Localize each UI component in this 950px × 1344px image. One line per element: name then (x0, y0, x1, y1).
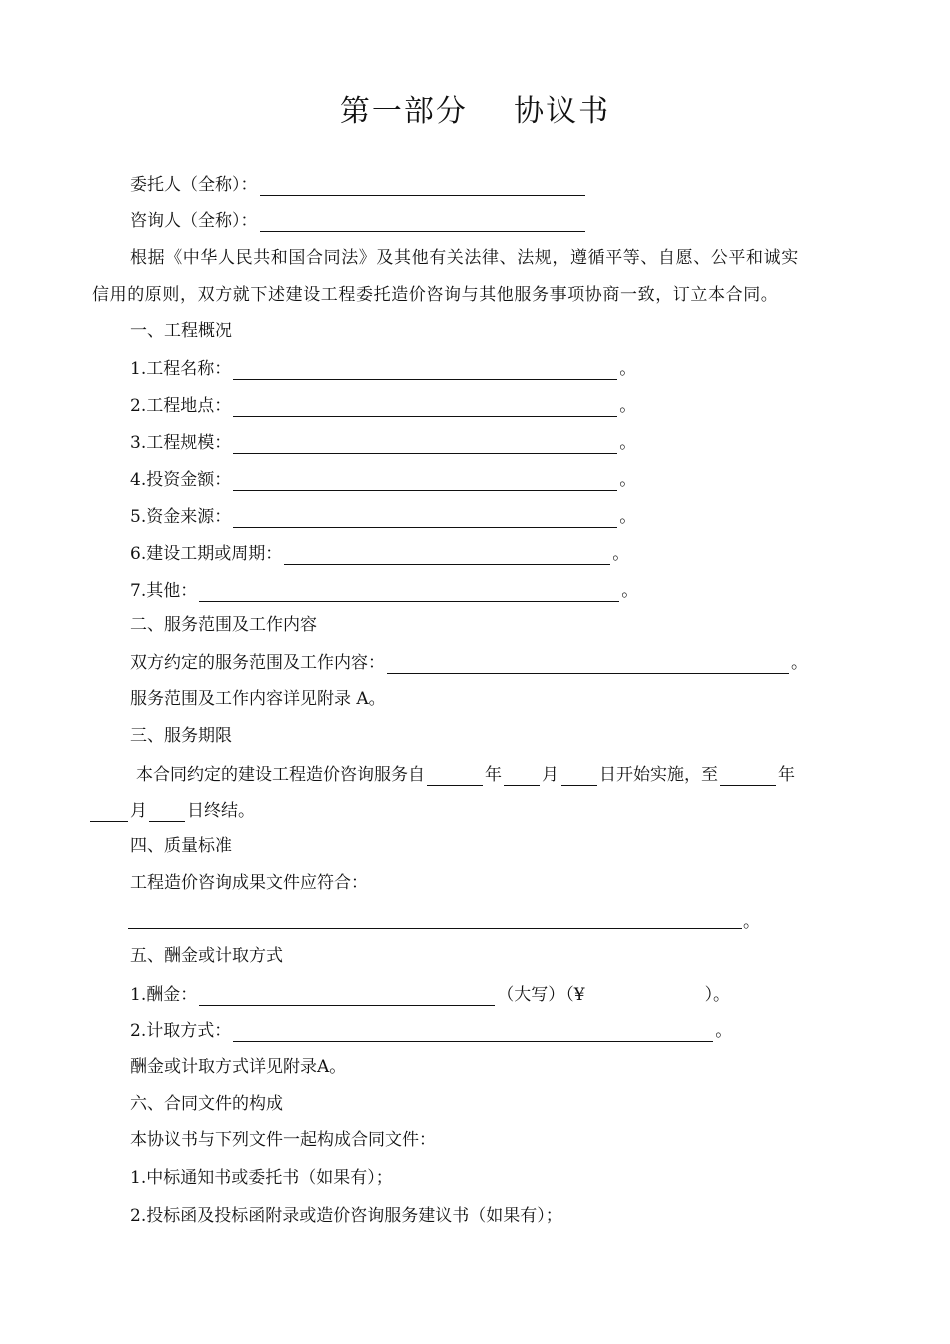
project-name-row (130, 358, 636, 380)
project-location-row (130, 395, 636, 417)
consultant-name-blank[interactable] (260, 213, 585, 232)
construction-period-blank[interactable] (284, 546, 610, 565)
other-blank[interactable] (199, 583, 619, 602)
start-year-blank[interactable] (427, 767, 483, 786)
section-3-heading: 三、服务期限 (130, 726, 232, 746)
service-scope-note: 服务范围及工作内容详见附录 A。 (130, 689, 386, 709)
contract-doc-item: 2.投标函及投标函附录或造价咨询服务建议书（如果有）； (130, 1206, 563, 1226)
section-2-heading: 二、服务范围及工作内容 (130, 615, 317, 635)
start-day-blank[interactable] (561, 767, 597, 786)
project-scale-row (130, 432, 636, 454)
other-label: 7.其他： (130, 581, 198, 601)
project-scale-label: 3.工程规模： (130, 433, 232, 453)
period: 。 (621, 581, 639, 601)
end-day-blank[interactable] (149, 803, 185, 822)
period: 。 (619, 396, 637, 416)
service-scope-label: 双方约定的服务范围及工作内容： (130, 653, 385, 673)
fee-close: ）。 (704, 985, 731, 1005)
section-1-heading: 一、工程概况 (130, 321, 232, 341)
period: 。 (619, 359, 637, 379)
investment-label: 4.投资金额： (130, 470, 232, 490)
start-text: 日开始实施，至 (599, 765, 718, 785)
fee-method-label: 2.计取方式： (130, 1021, 232, 1041)
fee-amount-blank[interactable] (199, 987, 495, 1006)
client-row (130, 174, 587, 196)
fee-label: 1.酬金： (130, 985, 198, 1005)
fee-caps-label: （大写）（¥ (497, 985, 585, 1005)
fee-method-row (130, 1020, 732, 1042)
project-scale-blank[interactable] (233, 435, 617, 454)
service-period-line-2 (90, 800, 255, 822)
client-name-blank[interactable] (260, 177, 585, 196)
project-name-blank[interactable] (233, 361, 617, 380)
end-month-blank[interactable] (90, 803, 128, 822)
investment-blank[interactable] (233, 472, 617, 491)
consultant-label: 咨询人（全称）： (130, 211, 258, 231)
fund-source-row (130, 506, 636, 528)
service-scope-row (130, 652, 808, 674)
period: 。 (619, 470, 637, 490)
year-label: 年 (778, 765, 795, 785)
quality-standard-blank[interactable] (128, 928, 742, 929)
month-label: 月 (542, 765, 559, 785)
fee-method-blank[interactable] (233, 1023, 713, 1042)
period: 。 (715, 1021, 733, 1041)
construction-period-row (130, 543, 629, 565)
construction-period-label: 6.建设工期或周期： (130, 544, 283, 564)
service-period-line-1 (136, 764, 795, 786)
service-period-text: 本合同约定的建设工程造价咨询服务自 (136, 765, 425, 785)
year-label: 年 (485, 765, 502, 785)
period: 。 (619, 507, 637, 527)
consultant-row (130, 210, 587, 232)
quality-standard-text: 工程造价咨询成果文件应符合： (130, 873, 368, 893)
investment-row (130, 469, 636, 491)
start-month-blank[interactable] (504, 767, 540, 786)
month-label: 月 (130, 801, 147, 821)
fee-row (130, 984, 730, 1006)
contract-doc-item: 1.中标通知书或委托书（如果有）； (130, 1168, 393, 1188)
period: 。 (743, 912, 760, 932)
preamble-line-1: 根据《中华人民共和国合同法》及其他有关法律、法规，遵循平等、自愿、公平和诚实 (130, 248, 799, 268)
project-location-label: 2.工程地点： (130, 396, 232, 416)
section-5-heading: 五、酬金或计取方式 (130, 946, 283, 966)
period: 。 (612, 544, 630, 564)
preamble-line-2: 信用的原则，双方就下述建设工程委托造价咨询与其他服务事项协商一致，订立本合同。 (92, 285, 779, 305)
period: 。 (791, 653, 808, 673)
end-year-blank[interactable] (720, 767, 776, 786)
contract-docs-intro: 本协议书与下列文件一起构成合同文件： (130, 1130, 436, 1150)
service-scope-blank[interactable] (387, 655, 789, 674)
fund-source-blank[interactable] (233, 509, 617, 528)
end-text: 日终结。 (187, 801, 255, 821)
section-4-heading: 四、质量标准 (130, 836, 232, 856)
project-location-blank[interactable] (233, 398, 617, 417)
period: 。 (619, 433, 637, 453)
other-row (130, 580, 638, 602)
fund-source-label: 5.资金来源： (130, 507, 232, 527)
fee-note: 酬金或计取方式详见附录A。 (130, 1057, 347, 1077)
document-title: 第一部分 协议书 (339, 94, 611, 129)
fee-number-blank[interactable] (587, 988, 703, 1006)
client-label: 委托人（全称）： (130, 175, 258, 195)
project-name-label: 1.工程名称： (130, 359, 232, 379)
section-6-heading: 六、合同文件的构成 (130, 1094, 283, 1114)
